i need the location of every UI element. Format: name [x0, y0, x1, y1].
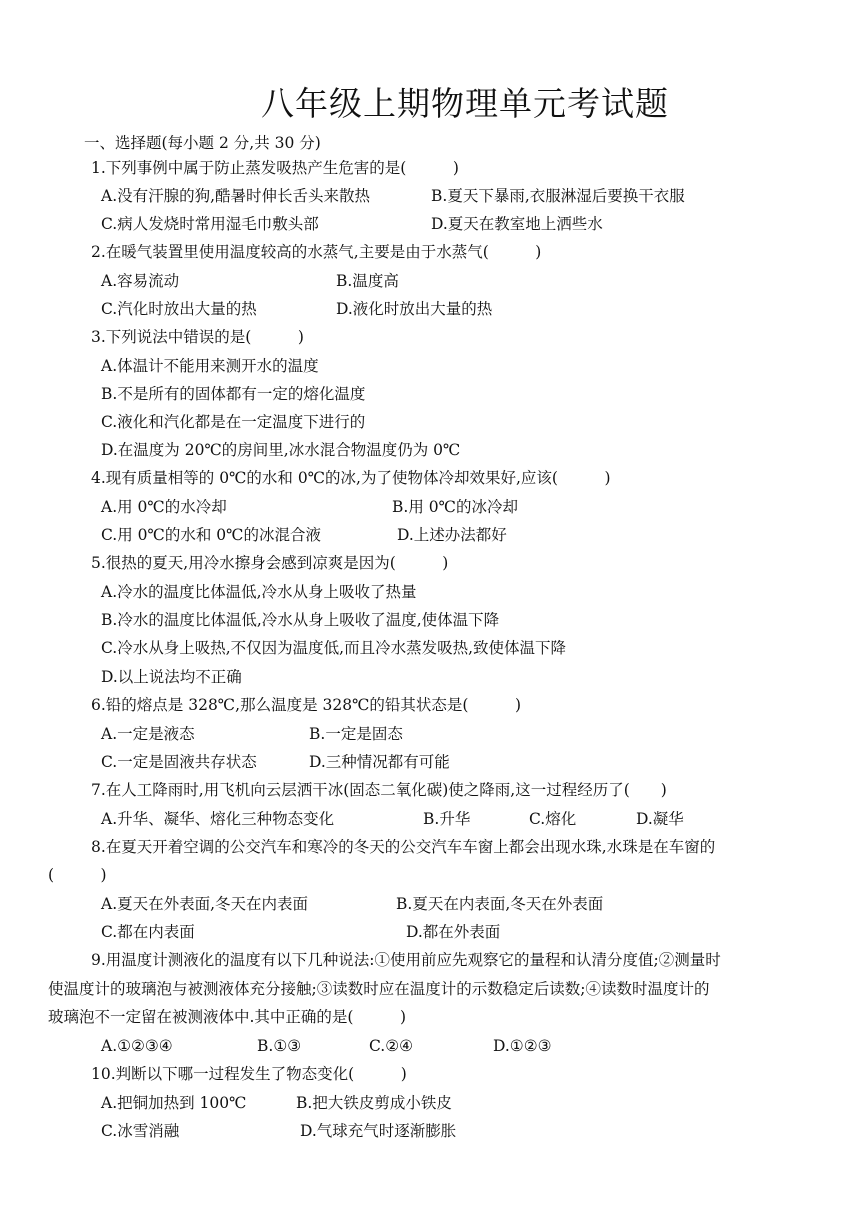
question-3-stem: 3.下列说法中错误的是( ): [91, 328, 304, 346]
question-6-option-a: A.一定是液态: [101, 725, 195, 743]
question-8-option-d: D.都在外表面: [406, 923, 501, 941]
question-4-option-c: C.用 0℃的水和 0℃的冰混合液: [101, 526, 321, 544]
question-4-option-d: D.上述办法都好: [397, 526, 507, 544]
question-1-option-b: B.夏天下暴雨,衣服淋湿后要换干衣服: [431, 187, 685, 205]
question-5-stem: 5.很热的夏天,用冷水擦身会感到凉爽是因为( ): [91, 554, 449, 572]
section-heading: 一、选择题(每小题 2 分,共 30 分): [84, 134, 321, 152]
question-6-option-c: C.一定是固液共存状态: [101, 753, 257, 771]
question-5-option-d: D.以上说法均不正确: [101, 668, 242, 686]
question-1-option-c: C.病人发烧时常用湿毛巾敷头部: [101, 215, 319, 233]
question-7-option-b: B.升华: [423, 810, 471, 828]
question-8-option-b: B.夏天在内表面,冬天在外表面: [396, 895, 604, 913]
question-5-option-c: C.冷水从身上吸热,不仅因为温度低,而且冷水蒸发吸热,致使体温下降: [101, 639, 567, 657]
question-4-option-a: A.用 0℃的水冷却: [101, 498, 227, 516]
question-9-option-c: C.②④: [369, 1037, 414, 1055]
question-3-option-b: B.不是所有的固体都有一定的熔化温度: [101, 385, 366, 403]
question-9-stem-line-3: 玻璃泡不一定留在被测液体中.其中正确的是( ): [48, 1008, 407, 1026]
question-3-option-c: C.液化和汽化都是在一定温度下进行的: [101, 413, 366, 431]
question-8-stem-line-1: 8.在夏天开着空调的公交汽车和寒冷的冬天的公交汽车车窗上都会出现水珠,水珠是在车窗的: [91, 838, 716, 856]
question-10-option-c: C.冰雪消融: [101, 1122, 180, 1140]
question-10-option-d: D.气球充气时逐渐膨胀: [300, 1122, 457, 1140]
question-3-option-a: A.体温计不能用来测开水的温度: [101, 357, 319, 375]
question-8-option-a: A.夏天在外表面,冬天在内表面: [101, 895, 309, 913]
question-2-option-b: B.温度高: [336, 272, 399, 290]
question-2-option-c: C.汽化时放出大量的热: [101, 300, 257, 318]
question-10-option-a: A.把铜加热到 100℃: [101, 1094, 247, 1112]
question-5-option-b: B.冷水的温度比体温低,冷水从身上吸收了温度,使体温下降: [101, 611, 500, 629]
question-4-option-b: B.用 0℃的冰冷却: [392, 498, 518, 516]
question-2-option-a: A.容易流动: [101, 272, 180, 290]
page-title: 八年级上期物理单元考试题: [261, 84, 669, 123]
question-6-option-d: D.三种情况都有可能: [309, 753, 450, 771]
question-9-option-d: D.①②③: [493, 1037, 552, 1055]
question-7-option-d: D.凝华: [636, 810, 684, 828]
question-10-option-b: B.把大铁皮剪成小铁皮: [296, 1094, 452, 1112]
question-1-option-d: D.夏天在教室地上洒些水: [431, 215, 603, 233]
question-1-stem: 1.下列事例中属于防止蒸发吸热产生危害的是( ): [91, 159, 459, 177]
question-6-option-b: B.一定是固态: [309, 725, 403, 743]
question-2-option-d: D.液化时放出大量的热: [336, 300, 493, 318]
question-6-stem: 6.铅的熔点是 328℃,那么温度是 328℃的铅其状态是( ): [91, 696, 522, 714]
question-9-stem-line-2: 使温度计的玻璃泡与被测液体充分接触;③读数时应在温度计的示数稳定后读数;④读数时温度计的: [48, 980, 710, 998]
question-9-option-b: B.①③: [257, 1037, 302, 1055]
question-8-option-c: C.都在内表面: [101, 923, 195, 941]
question-1-option-a: A.没有汗腺的狗,酷暑时伸长舌头来散热: [101, 187, 371, 205]
question-4-stem: 4.现有质量相等的 0℃的水和 0℃的冰,为了使物体冷却效果好,应该( ): [91, 469, 611, 487]
question-3-option-d: D.在温度为 20℃的房间里,冰水混合物温度仍为 0℃: [101, 441, 461, 459]
question-2-stem: 2.在暖气装置里使用温度较高的水蒸气,主要是由于水蒸气( ): [91, 243, 542, 261]
question-9-stem-line-1: 9.用温度计测液化的温度有以下几种说法:①使用前应先观察它的量程和认清分度值;②测量时: [91, 951, 721, 969]
question-7-stem: 7.在人工降雨时,用飞机向云层洒干冰(固态二氧化碳)使之降雨,这一过程经历了( ): [91, 781, 667, 799]
question-8-stem-line-2: ( ): [48, 866, 107, 884]
question-9-option-a: A.①②③④: [101, 1037, 173, 1055]
question-7-option-a: A.升华、凝华、熔化三种物态变化: [101, 810, 335, 828]
question-5-option-a: A.冷水的温度比体温低,冷水从身上吸收了热量: [101, 583, 417, 601]
question-7-option-c: C.熔化: [529, 810, 577, 828]
question-10-stem: 10.判断以下哪一过程发生了物态变化( ): [91, 1065, 407, 1083]
